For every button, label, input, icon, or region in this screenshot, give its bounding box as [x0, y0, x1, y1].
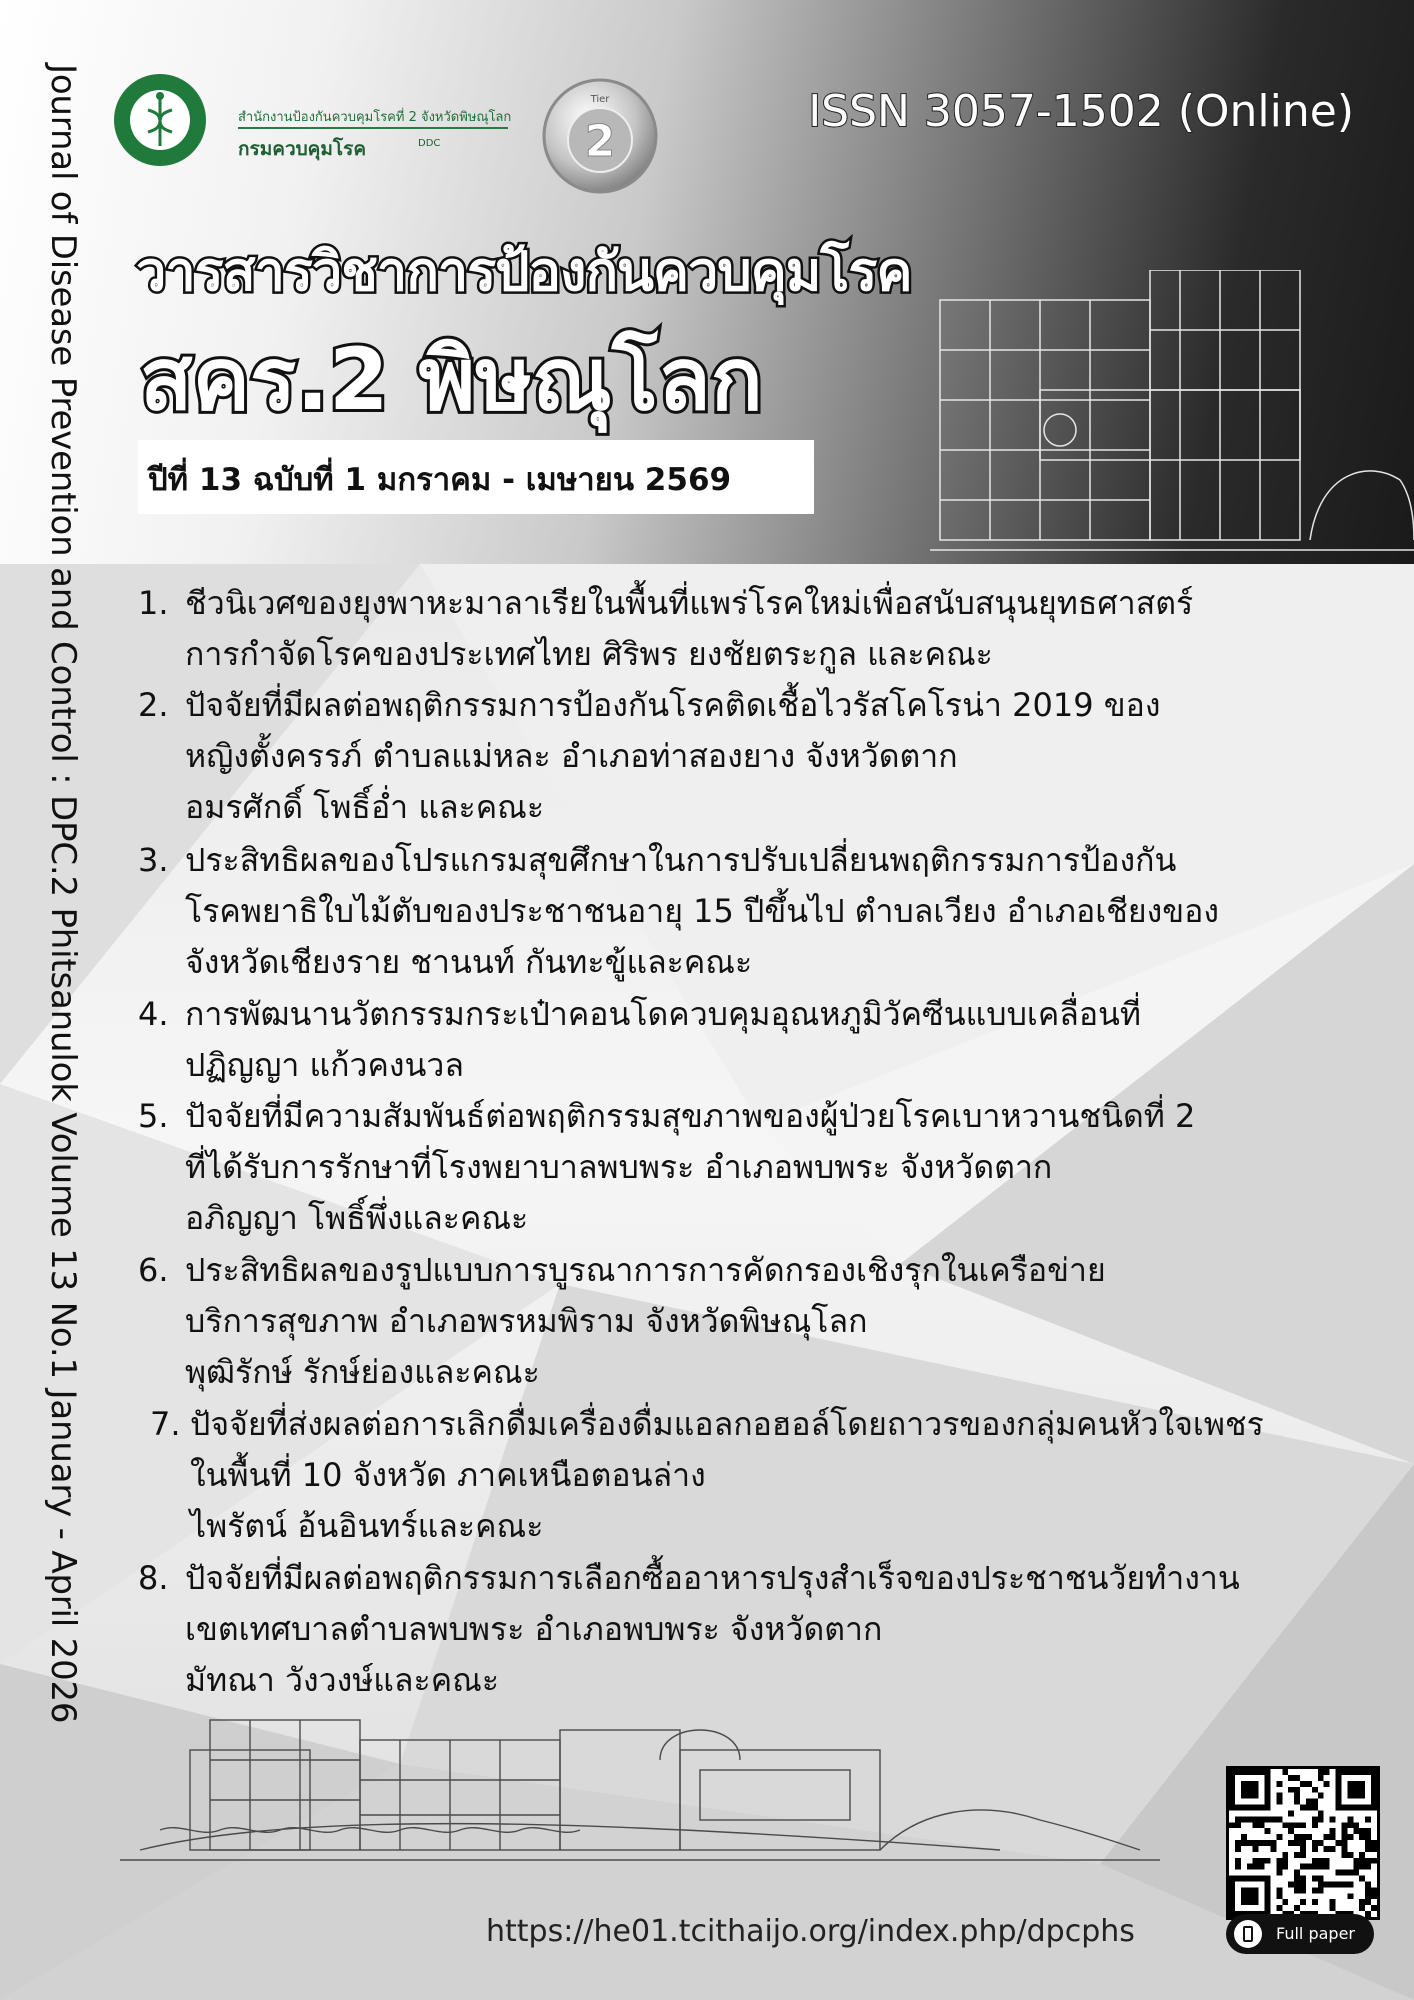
article-number: 3.	[138, 841, 169, 879]
article-title-line: เขตเทศบาลตำบลพบพระ อำเภอพบพระ จังหวัดตาก	[185, 1610, 883, 1648]
article-title-line: ปัจจัยที่มีผลต่อพฤติกรรมการป้องกันโรคติดเชื้อไวรัสโคโรน่า 2019 ของ	[185, 686, 1161, 724]
journal-side-title: Journal of Disease Prevention and Control : DPC.2 Phitsanulok Volume 13 No.1 January - April 2026	[43, 64, 83, 1724]
article-title-line: ประสิทธิผลของโปรแกรมสุขศึกษาในการปรับเปลี่ยนพฤติกรรมการป้องกัน	[185, 841, 1177, 879]
article-title-line: ปฏิญญา แก้วคงนวล	[185, 1046, 464, 1084]
tier-badge-number: 2	[584, 116, 616, 167]
article-title-line: การพัฒนานวัตกรรมกระเป๋าคอนโดควบคุมอุณหภูมิวัคซีนแบบเคลื่อนที่	[185, 995, 1142, 1033]
ministry-emblem-icon	[110, 70, 210, 170]
issn-label: ISSN 3057-1502 (Online)	[808, 86, 1354, 137]
article-title-line: ปัจจัยที่มีผลต่อพฤติกรรมการเลือกซื้ออาหารปรุงสำเร็จของประชาชนวัยทำงาน	[185, 1559, 1240, 1597]
org-divider	[238, 127, 508, 129]
org-abbr: DDC	[418, 138, 441, 149]
article-title-line: จังหวัดเชียงราย ชานนท์ กันทะขู้และคณะ	[185, 943, 753, 981]
full-paper-button[interactable]	[1226, 1914, 1374, 1954]
journal-url-link[interactable]: https://he01.tcithaijo.org/index.php/dpcphs	[486, 1914, 1135, 1949]
phone-icon	[1234, 1920, 1262, 1948]
issue-info: ปีที่ 13 ฉบับที่ 1 มกราคม - เมษายน 2569	[148, 462, 732, 498]
journal-title-office: สคร.2 พิษณุโลก	[140, 330, 763, 430]
article-number: 7.	[150, 1405, 181, 1443]
article-title-line: ในพื้นที่ 10 จังหวัด ภาคเหนือตอนล่าง	[190, 1456, 706, 1494]
article-number: 8.	[138, 1559, 169, 1597]
article-title-line: โรคพยาธิใบไม้ตับของประชาชนอายุ 15 ปีขึ้นไป ตำบลเวียง อำเภอเชียงของ	[185, 892, 1219, 930]
article-number: 5.	[138, 1097, 169, 1135]
tier-badge-label: Tier	[590, 94, 610, 105]
article-title-line: ประสิทธิผลของรูปแบบการบูรณาการการคัดกรองเชิงรุกในเครือข่าย	[185, 1251, 1106, 1289]
full-paper-label: Full paper	[1276, 1924, 1355, 1943]
article-title-line: มัทณา วังวงษ์และคณะ	[185, 1661, 499, 1699]
article-title-line: ปัจจัยที่ส่งผลต่อการเลิกดื่มเครื่องดื่มแอลกอฮอล์โดยถาวรของกลุ่มคนหัวใจเพชร	[190, 1405, 1264, 1443]
article-title-line: บริการสุขภาพ อำเภอพรหมพิราม จังหวัดพิษณุโลก	[185, 1302, 868, 1340]
article-number: 4.	[138, 995, 169, 1033]
ddc-logo	[110, 70, 510, 170]
article-title-line: ไพรัตน์ อ้นอินทร์และคณะ	[190, 1507, 544, 1545]
journal-title-thai: วารสารวิชาการป้องกันควบคุมโรค	[136, 240, 912, 303]
article-title-line: ที่ได้รับการรักษาที่โรงพยาบาลพบพระ อำเภอพบพระ จังหวัดตาก	[185, 1148, 1053, 1186]
building-line-drawing	[100, 1710, 1170, 1870]
article-title-line: หญิงตั้งครรภ์ ตำบลแม่หละ อำเภอท่าสองยาง จังหวัดตาก	[185, 737, 958, 775]
office-building-sketch	[930, 270, 1414, 564]
article-title-line: อภิญญา โพธิ์พึ่งและคณะ	[185, 1199, 529, 1237]
article-title-line: ปัจจัยที่มีความสัมพันธ์ต่อพฤติกรรมสุขภาพของผู้ป่วยโรคเบาหวานชนิดที่ 2	[185, 1097, 1196, 1135]
tier-2-badge-icon	[540, 76, 660, 196]
org-name-small: สำนักงานป้องกันควบคุมโรคที่ 2 จังหวัดพิษณุโลก	[238, 110, 512, 125]
issue-box	[138, 440, 814, 514]
article-title-line: ชีวนิเวศของยุงพาหะมาลาเรียในพื้นที่แพร่โรคใหม่เพื่อสนับสนุนยุทธศาสตร์	[185, 584, 1194, 622]
article-title-line: อมรศักดิ์ โพธิ์อ่ำ และคณะ	[185, 788, 545, 826]
org-name-main: กรมควบคุมโรค	[238, 138, 367, 160]
article-number: 2.	[138, 686, 169, 724]
article-title-line: การกำจัดโรคของประเทศไทย ศิริพร ยงชัยตระกูล และคณะ	[185, 635, 993, 673]
article-number: 1.	[138, 584, 169, 622]
article-title-line: พุฒิรักษ์ รักษ์ย่องและคณะ	[185, 1353, 540, 1391]
qr-code[interactable]	[1226, 1766, 1380, 1920]
article-number: 6.	[138, 1251, 169, 1289]
